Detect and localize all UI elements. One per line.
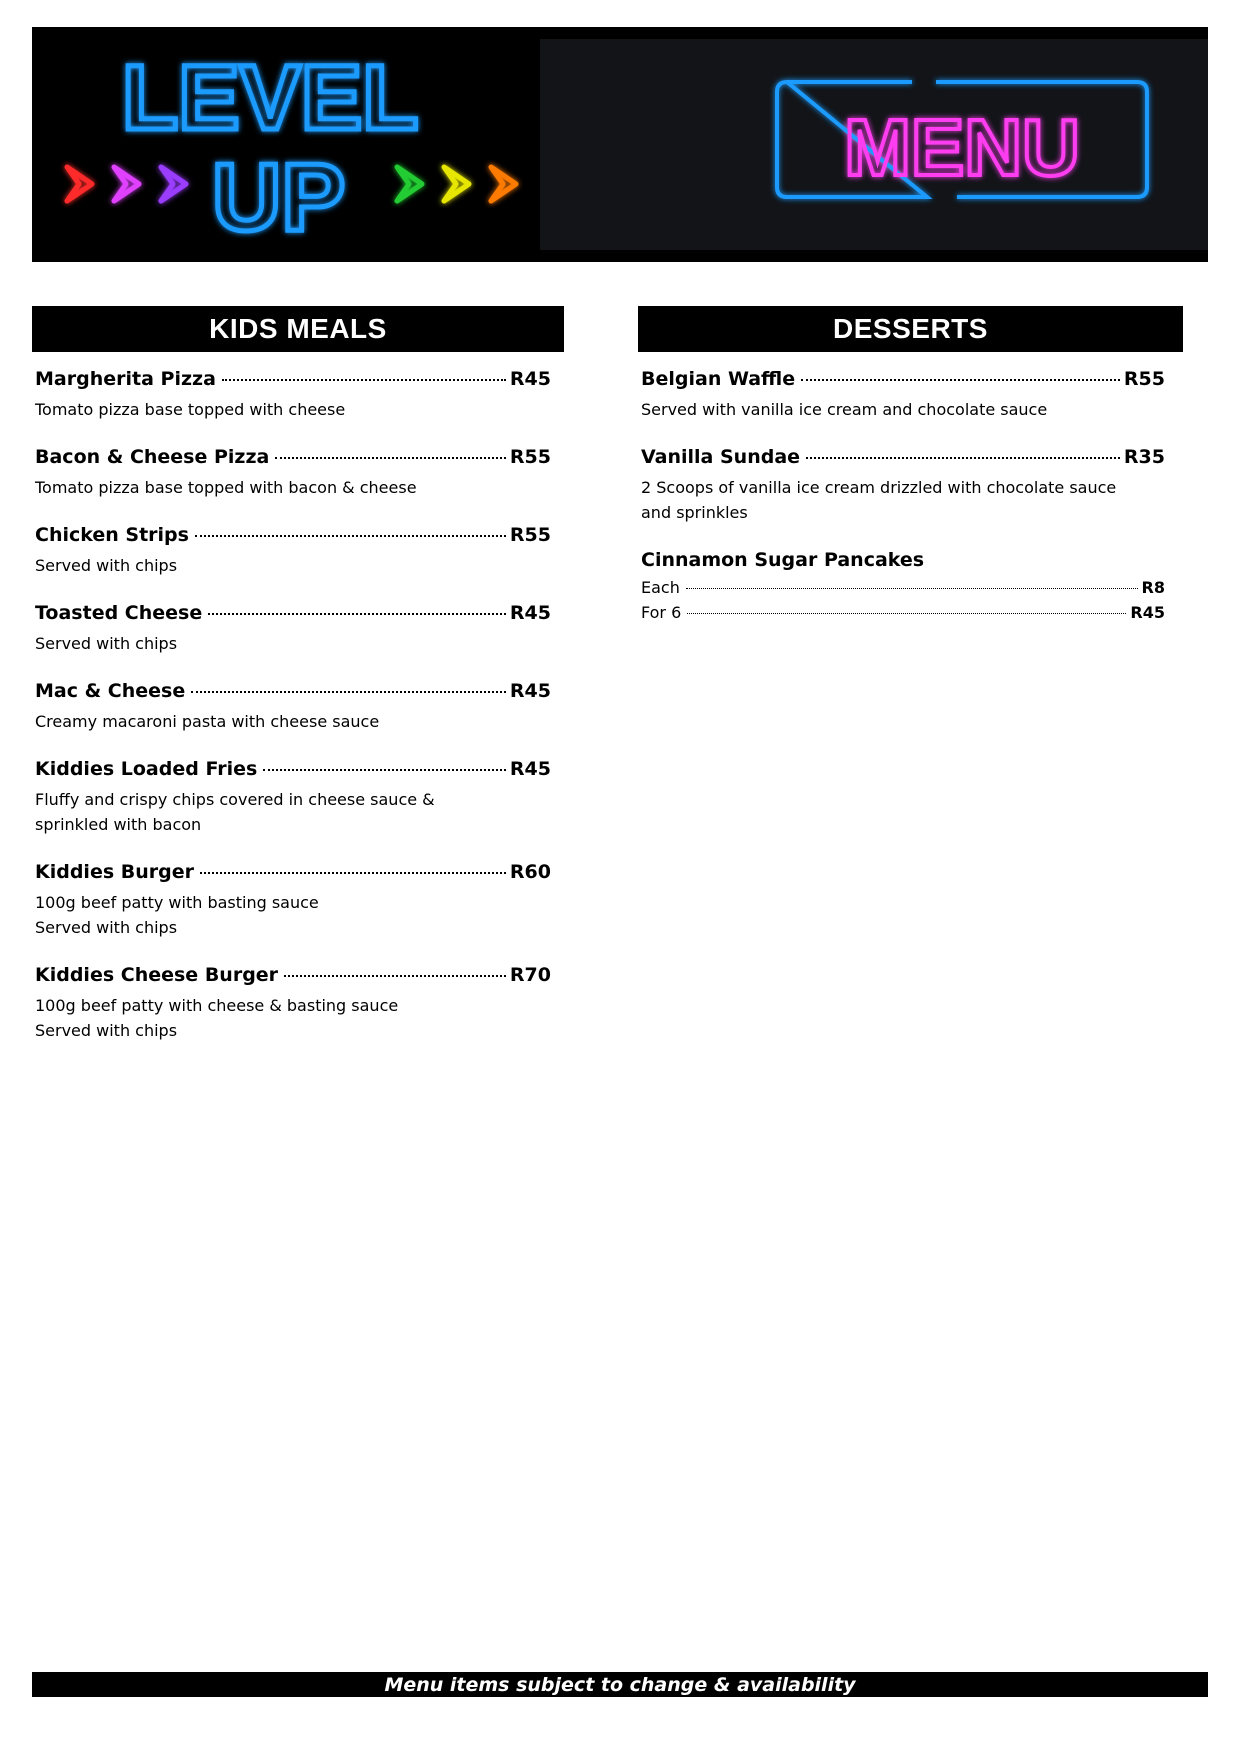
item-description: Served with chips — [35, 918, 178, 937]
sign-menu-text: MENU — [844, 103, 1080, 192]
leader-dots — [275, 457, 506, 459]
item-price: R45 — [509, 758, 551, 780]
leader-dots — [806, 457, 1120, 459]
menu-item-mac-cheese — [35, 680, 551, 734]
item-name: Vanilla Sundae — [641, 446, 801, 468]
item-name: Toasted Cheese — [35, 602, 203, 624]
price-option-each — [641, 578, 1165, 603]
menu-item-chicken-strips — [35, 524, 551, 578]
item-description: Served with chips — [35, 634, 178, 653]
item-name: Belgian Waffle — [641, 368, 796, 390]
menu-item-margherita-pizza — [35, 368, 551, 422]
menu-item-toasted-cheese — [35, 602, 551, 656]
footer-disclaimer: Menu items subject to change & availability — [32, 1672, 1208, 1697]
item-name: Kiddies Burger — [35, 861, 194, 883]
item-description: Served with chips — [35, 556, 178, 575]
item-name: Kiddies Cheese Burger — [35, 964, 279, 986]
menu-item-vanilla-sundae — [641, 446, 1165, 525]
kids-meals-list — [35, 368, 551, 1067]
item-name: Mac & Cheese — [35, 680, 186, 702]
option-label: Each — [641, 578, 680, 597]
item-price: R55 — [509, 446, 551, 468]
kids-meals-header: KIDS MEALS — [32, 306, 564, 352]
item-name: Cinnamon Sugar Pancakes — [641, 549, 925, 571]
leader-dots — [222, 379, 506, 381]
item-description: 100g beef patty with basting sauce — [35, 893, 319, 912]
desserts-list — [641, 368, 1165, 652]
desserts-header: DESSERTS — [638, 306, 1183, 352]
menu-item-cinnamon-sugar-pancakes — [641, 549, 1165, 628]
leader-dots — [195, 535, 506, 537]
item-price: R70 — [509, 964, 551, 986]
item-description: Fluffy and crispy chips covered in cheese sauce & — [35, 790, 435, 809]
item-name: Bacon & Cheese Pizza — [35, 446, 270, 468]
item-price: R45 — [509, 602, 551, 624]
option-label: For 6 — [641, 603, 682, 622]
option-price: R8 — [1141, 578, 1165, 597]
logo-level-text: LEVEL — [122, 47, 419, 149]
item-name: Kiddies Loaded Fries — [35, 758, 258, 780]
item-description: Creamy macaroni pasta with cheese sauce — [35, 712, 380, 731]
item-price: R45 — [509, 368, 551, 390]
item-description: Served with chips — [35, 1021, 178, 1040]
item-description: and sprinkles — [641, 503, 748, 522]
item-description: Served with vanilla ice cream and chocolate sauce — [641, 400, 1048, 419]
leader-dots — [208, 613, 506, 615]
leader-dots — [801, 379, 1120, 381]
menu-banner — [32, 27, 1208, 262]
item-description: 2 Scoops of vanilla ice cream drizzled with chocolate sauce — [641, 478, 1117, 497]
menu-item-kiddies-loaded-fries — [35, 758, 551, 837]
leader-dots — [200, 872, 506, 874]
item-description: Tomato pizza base topped with bacon & cheese — [35, 478, 417, 497]
leader-dots — [687, 613, 1126, 614]
menu-item-kiddies-cheese-burger — [35, 964, 551, 1043]
item-description: 100g beef patty with cheese & basting sauce — [35, 996, 399, 1015]
item-price: R55 — [509, 524, 551, 546]
item-description: sprinkled with bacon — [35, 815, 202, 834]
item-name: Margherita Pizza — [35, 368, 216, 390]
logo-up-text: UP — [212, 144, 346, 251]
price-option-for-6 — [641, 603, 1165, 628]
leader-dots — [191, 691, 506, 693]
item-name: Chicken Strips — [35, 524, 189, 546]
leader-dots — [263, 769, 506, 771]
option-price: R45 — [1130, 603, 1165, 622]
item-price: R45 — [509, 680, 551, 702]
menu-item-bacon-cheese-pizza — [35, 446, 551, 500]
menu-item-kiddies-burger — [35, 861, 551, 940]
item-description: Tomato pizza base topped with cheese — [35, 400, 346, 419]
leader-dots — [686, 588, 1138, 589]
item-price: R60 — [509, 861, 551, 883]
leader-dots — [284, 975, 506, 977]
item-price: R55 — [1123, 368, 1165, 390]
menu-item-belgian-waffle — [641, 368, 1165, 422]
item-price: R35 — [1123, 446, 1165, 468]
